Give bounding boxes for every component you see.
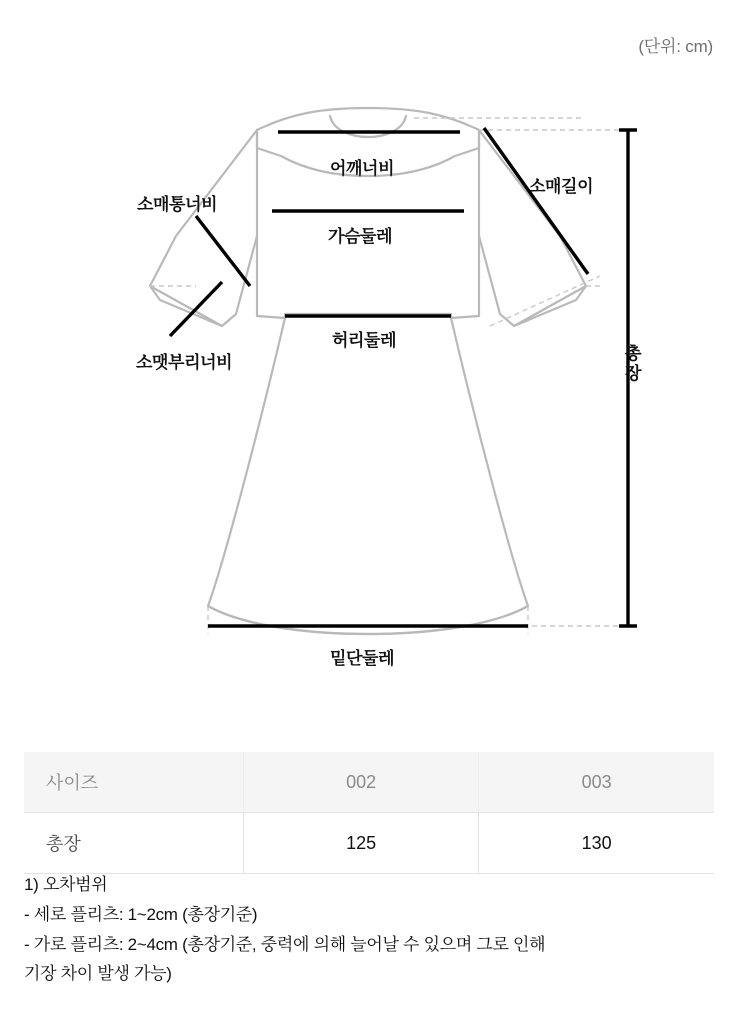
label-cuff-width: 소맷부리너비 [136, 353, 233, 372]
table-cell: 130 [479, 813, 714, 874]
label-total-length: 총장 [624, 344, 642, 383]
table-row-label: 총장 [24, 813, 244, 874]
label-hem-circumference: 밑단둘레 [330, 649, 395, 668]
table-row [24, 813, 714, 874]
table-cell: 125 [244, 813, 479, 874]
label-chest-circumference: 가슴둘레 [328, 227, 393, 246]
label-sleeve-width: 소매통너비 [137, 195, 218, 214]
table-header-cell: 003 [479, 752, 714, 813]
label-shoulder-width: 어깨너비 [330, 159, 395, 178]
size-table [24, 752, 714, 874]
note-line: 기장 차이 발생 가능) [24, 964, 172, 984]
note-line: - 가로 플리츠: 2~4cm (총장기준, 중력에 의해 늘어날 수 있으며 그로 인해 [24, 934, 546, 954]
note-line: 1) 오차범위 [24, 875, 108, 894]
label-sleeve-length: 소매길이 [529, 177, 594, 196]
unit-note: (단위: cm) [638, 37, 713, 56]
note-line: - 세로 플리츠: 1~2cm (총장기준) [24, 904, 258, 924]
notes-block [24, 870, 718, 989]
table-header-cell: 사이즈 [24, 752, 244, 813]
table-header-row [24, 752, 714, 813]
garment-measurement-diagram [0, 86, 737, 696]
table-header-cell: 002 [244, 752, 479, 813]
label-waist-circumference: 허리둘레 [332, 331, 397, 350]
